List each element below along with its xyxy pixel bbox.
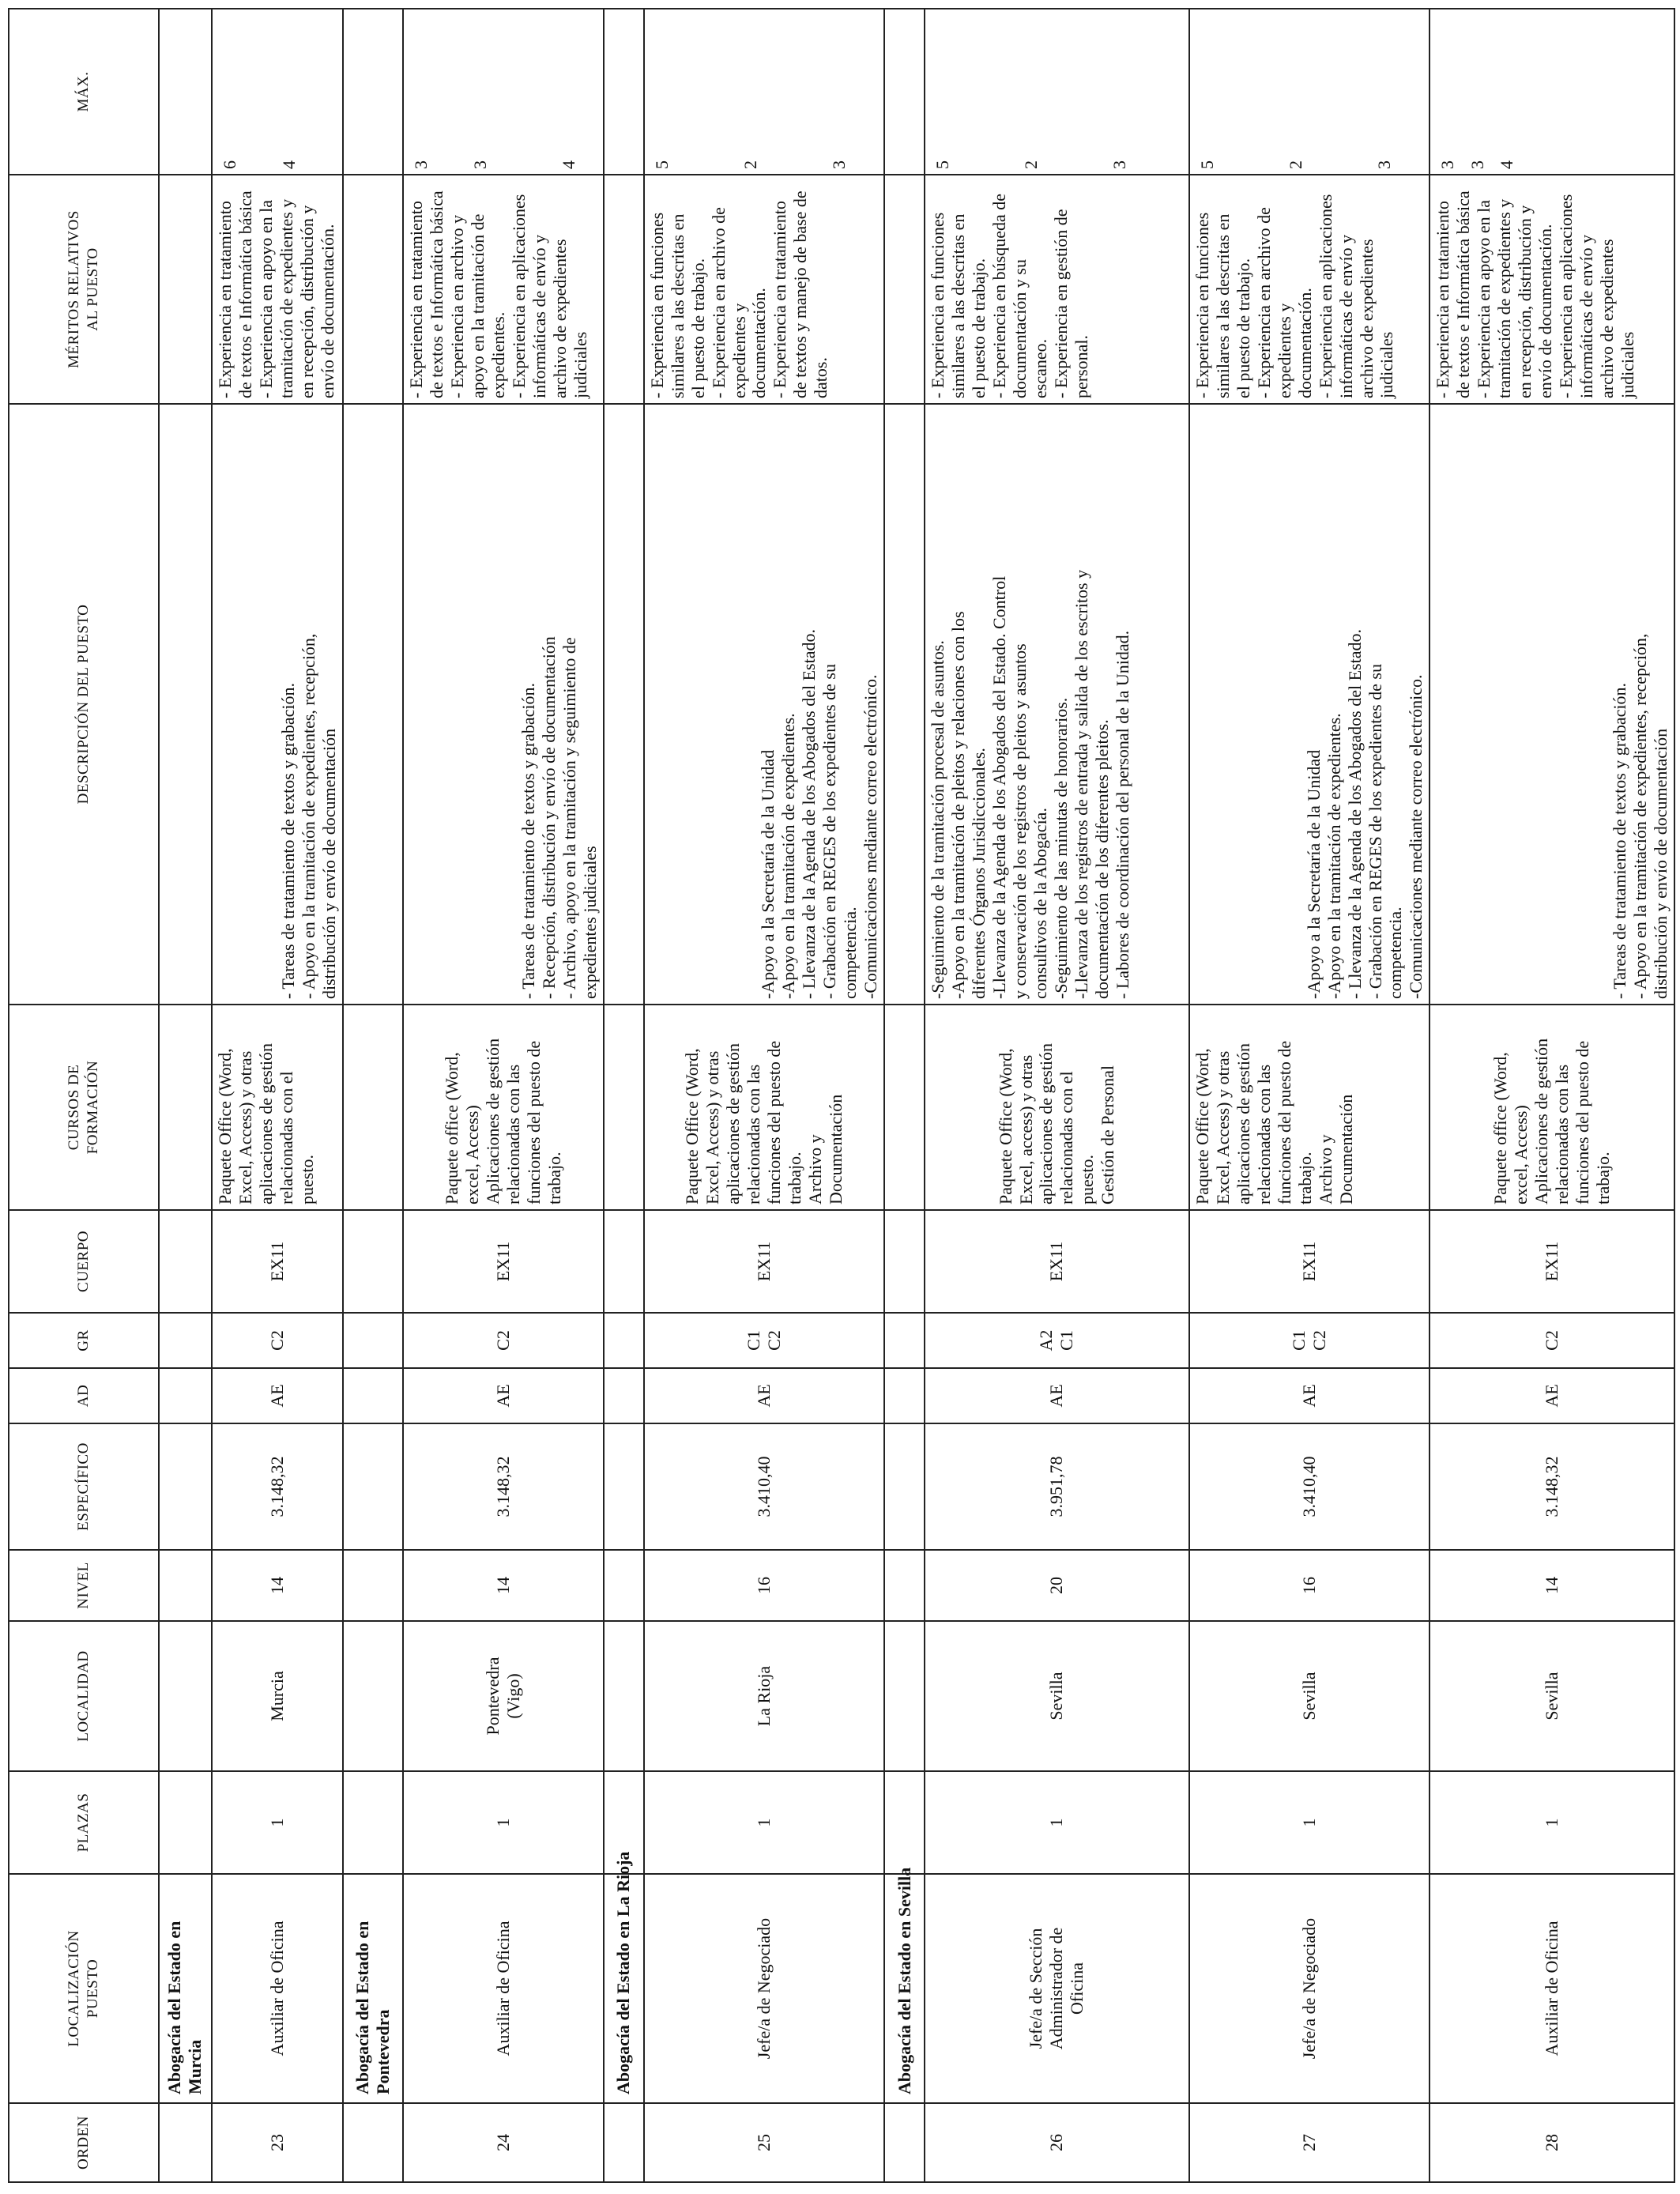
org-cell (884, 9, 925, 175)
cell-orden: 25 (644, 2103, 885, 2182)
org-cell (159, 1313, 212, 1368)
cell-meritos: - Experiencia en tratamiento de textos e Informática básica - Experiencia en apoyo en la tramitación de expedientes y en recepción, distribución y envío de documentación. (212, 175, 343, 404)
cell-nivel: 14 (212, 1550, 343, 1621)
org-cell (884, 1368, 925, 1423)
org-cell (343, 1210, 403, 1313)
cell-localidad: Sevilla (1189, 1621, 1430, 1771)
header-nivel: NIVEL (9, 1550, 159, 1621)
org-cell (884, 1550, 925, 1621)
cell-cursos: Paquete office (Word, excel, Access) Aplicaciones de gestión relacionadas con las funciones del puesto de trabajo. (403, 1005, 604, 1210)
cell-descripcion: - Tareas de tratamiento de textos y grabación. - Recepción, distribución y envío de documentación - Archivo, apoyo en la tramitación y seguimiento de expedientes judiciales (403, 404, 604, 1005)
cell-cuerpo: EX11 (403, 1210, 604, 1313)
header-plazas: PLAZAS (9, 1771, 159, 1874)
org-cell (159, 1423, 212, 1550)
cell-puesto: Auxiliar de Oficina (403, 1874, 604, 2103)
cell-meritos: - Experiencia en funciones similares a las descritas en el puesto de trabajo. - Experiencia en archivo de expedientes y documentación. - Experiencia en aplicaciones informáticas de envío y archivo de expedientes judiciales (1189, 175, 1430, 404)
org-cell (604, 1550, 644, 1621)
cell-plazas: 1 (925, 1771, 1189, 1874)
table-row (925, 9, 1189, 2182)
org-cell (343, 175, 403, 404)
cell-puesto: Jefe/a de Negociado (1189, 1874, 1430, 2103)
cell-localidad: Pontevedra (Vigo) (403, 1621, 604, 1771)
cell-nivel: 14 (403, 1550, 604, 1621)
cell-plazas: 1 (212, 1771, 343, 1874)
cell-cursos: Paquete office (Word, excel, Access) Aplicaciones de gestión relacionadas con las funciones del puesto de trabajo. (1430, 1005, 1674, 1210)
cell-meritos: - Experiencia en funciones similares a las descritas en el puesto de trabajo. - Experiencia en archivo de expedientes y documentación. - Experiencia en tratamiento de textos y manejo de base de datos. (644, 175, 885, 404)
cell-gr: C2 (403, 1313, 604, 1368)
cell-especifico: 3.148,32 (1430, 1423, 1674, 1550)
cell-gr: C2 (212, 1313, 343, 1368)
cell-meritos: - Experiencia en funciones similares a las descritas en el puesto de trabajo. - Experiencia en búsqueda de documentación y su escaneo. - Experiencia en gestión de personal. (925, 175, 1189, 404)
org-cell (884, 1771, 925, 1874)
org-cell (343, 1368, 403, 1423)
cell-max: 5 2 3 (1189, 9, 1430, 175)
org-cell (343, 404, 403, 1005)
org-cell (343, 1621, 403, 1771)
cell-gr: C1 C2 (644, 1313, 885, 1368)
org-name: Abogacía del Estado en Sevilla (884, 1874, 925, 2103)
org-cell (159, 1005, 212, 1210)
org-cell (884, 1313, 925, 1368)
header-especifico: ESPECÍFICO (9, 1423, 159, 1550)
org-cell (604, 1368, 644, 1423)
org-row (604, 9, 644, 2182)
cell-ad: AE (1189, 1368, 1430, 1423)
header-descripcion: DESCRIPCIÓN DEL PUESTO (9, 404, 159, 1005)
org-cell (604, 1210, 644, 1313)
table-row (1189, 9, 1430, 2182)
header-ad: AD (9, 1368, 159, 1423)
header-meritos: MÉRITOS RELATIVOS AL PUESTO (9, 175, 159, 404)
org-cell (343, 1771, 403, 1874)
table-row (403, 9, 604, 2182)
org-cell (159, 1368, 212, 1423)
org-cell (604, 1005, 644, 1210)
org-cell-orden (604, 2103, 644, 2182)
cell-gr: C2 (1430, 1313, 1674, 1368)
cell-especifico: 3.148,32 (403, 1423, 604, 1550)
org-cell-orden (343, 2103, 403, 2182)
cell-max: 3 3 4 (403, 9, 604, 175)
org-cell (343, 1423, 403, 1550)
org-cell (604, 1313, 644, 1368)
org-cell (604, 1621, 644, 1771)
org-cell (884, 1005, 925, 1210)
org-cell (159, 9, 212, 175)
cell-plazas: 1 (1430, 1771, 1674, 1874)
header-localidad: LOCALIDAD (9, 1621, 159, 1771)
org-cell (159, 1550, 212, 1621)
cell-plazas: 1 (403, 1771, 604, 1874)
org-cell (884, 404, 925, 1005)
cell-max: 5 2 3 (644, 9, 885, 175)
cell-ad: AE (1430, 1368, 1674, 1423)
cell-ad: AE (403, 1368, 604, 1423)
table-row (212, 9, 343, 2182)
cell-meritos: - Experiencia en tratamiento de textos e Informática básica - Experiencia en archivo y apoyo en la tramitación de expedientes. - Experiencia en aplicaciones informáticas de envío y archivo de expedientes judiciales (403, 175, 604, 404)
org-cell (343, 1313, 403, 1368)
header-cursos: CURSOS DE FORMACIÓN (9, 1005, 159, 1210)
cell-max: 5 2 3 (925, 9, 1189, 175)
cell-ad: AE (644, 1368, 885, 1423)
org-cell (884, 175, 925, 404)
cell-puesto: Auxiliar de Oficina (212, 1874, 343, 2103)
puestos-table (8, 8, 1675, 2183)
cell-descripcion: -Apoyo a la Secretaría de la Unidad -Apoyo en la tramitación de expedientes. - Llevanza de la Agenda de los Abogados del Estado. - Grabación en REGES de los expedientes de su competencia. -Comunicaciones mediante correo electrónico. (1189, 404, 1430, 1005)
org-cell (884, 1423, 925, 1550)
cell-ad: AE (212, 1368, 343, 1423)
header-cuerpo: CUERPO (9, 1210, 159, 1313)
header-row (9, 9, 159, 2182)
cell-cursos: Paquete Office (Word, Excel, Access) y otras aplicaciones de gestión relacionadas con las funciones del puesto de trabajo. Archivo y Documentación (644, 1005, 885, 1210)
org-cell (604, 404, 644, 1005)
cell-especifico: 3.951,78 (925, 1423, 1189, 1550)
cell-nivel: 14 (1430, 1550, 1674, 1621)
cell-descripcion: -Apoyo a la Secretaría de la Unidad -Apoyo en la tramitación de expedientes. - Llevanza de la Agenda de los Abogados del Estado. - Grabación en REGES de los expedientes de su competencia. -Comunicaciones mediante correo electrónico. (644, 404, 885, 1005)
org-cell (159, 404, 212, 1005)
org-cell (604, 175, 644, 404)
cell-cuerpo: EX11 (644, 1210, 885, 1313)
cell-descripcion: - Tareas de tratamiento de textos y grabación. - Apoyo en la tramitación de expedientes, recepción, distribución y envío de documentación (212, 404, 343, 1005)
cell-cuerpo: EX11 (1189, 1210, 1430, 1313)
cell-orden: 24 (403, 2103, 604, 2182)
org-cell-orden (884, 2103, 925, 2182)
cell-ad: AE (925, 1368, 1189, 1423)
org-cell (343, 9, 403, 175)
org-cell (604, 1423, 644, 1550)
org-cell (884, 1621, 925, 1771)
cell-plazas: 1 (1189, 1771, 1430, 1874)
org-name: Abogacía del Estado en Murcia (159, 1874, 212, 2103)
cell-nivel: 16 (644, 1550, 885, 1621)
org-cell (343, 1550, 403, 1621)
org-cell (604, 9, 644, 175)
org-cell (159, 1771, 212, 1874)
cell-nivel: 16 (1189, 1550, 1430, 1621)
cell-cuerpo: EX11 (212, 1210, 343, 1313)
cell-nivel: 20 (925, 1550, 1189, 1621)
org-row (884, 9, 925, 2182)
cell-cursos: Paquete Office (Word, Excel, Access) y otras aplicaciones de gestión relacionadas con las funciones del puesto de trabajo. Archivo y Documentación (1189, 1005, 1430, 1210)
cell-orden: 28 (1430, 2103, 1674, 2182)
org-cell (159, 1210, 212, 1313)
cell-cursos: Paquete Office (Word, Excel, access) y otras aplicaciones de gestión relacionadas con el puesto. Gestión de Personal (925, 1005, 1189, 1210)
cell-puesto: Auxiliar de Oficina (1430, 1874, 1674, 2103)
table-row (644, 9, 885, 2182)
org-cell (343, 1005, 403, 1210)
cell-localidad: La Rioja (644, 1621, 885, 1771)
org-cell (884, 1210, 925, 1313)
org-row (343, 9, 403, 2182)
cell-plazas: 1 (644, 1771, 885, 1874)
cell-puesto: Jefe/a de Sección Administrador de Oficina (925, 1874, 1189, 2103)
header-localizacion: LOCALIZACIÓN PUESTO (9, 1874, 159, 2103)
cell-cursos: Paquete Office (Word, Excel, Access) y otras aplicaciones de gestión relacionadas con el puesto. (212, 1005, 343, 1210)
cell-max: 6 4 (212, 9, 343, 175)
header-max: MÁX. (9, 9, 159, 175)
org-row (159, 9, 212, 2182)
cell-especifico: 3.148,32 (212, 1423, 343, 1550)
cell-localidad: Murcia (212, 1621, 343, 1771)
cell-localidad: Sevilla (925, 1621, 1189, 1771)
cell-cuerpo: EX11 (1430, 1210, 1674, 1313)
org-name: Abogacía del Estado en Pontevedra (343, 1874, 403, 2103)
cell-cuerpo: EX11 (925, 1210, 1189, 1313)
table-row (1430, 9, 1674, 2182)
cell-descripcion: - Tareas de tratamiento de textos y grabación. - Apoyo en la tramitación de expedientes, recepción, distribución y envío de documentación (1430, 404, 1674, 1005)
cell-orden: 23 (212, 2103, 343, 2182)
org-cell-orden (159, 2103, 212, 2182)
cell-max: 3 3 4 (1430, 9, 1674, 175)
cell-gr: A2 C1 (925, 1313, 1189, 1368)
cell-orden: 27 (1189, 2103, 1430, 2182)
cell-puesto: Jefe/a de Negociado (644, 1874, 885, 2103)
header-gr: GR (9, 1313, 159, 1368)
cell-orden: 26 (925, 2103, 1189, 2182)
org-name: Abogacía del Estado en La Rioja (604, 1874, 644, 2103)
cell-localidad: Sevilla (1430, 1621, 1674, 1771)
cell-meritos: - Experiencia en tratamiento de textos e Informática básica - Experiencia en apoyo en la tramitación de expedientes y en recepción, distribución y envío de documentación. - Experiencia en aplicaciones informáticas de envío y archivo de expedientes judiciales (1430, 175, 1674, 404)
header-orden: ORDEN (9, 2103, 159, 2182)
org-cell (159, 1621, 212, 1771)
cell-descripcion: -Seguimiento de la tramitación procesal de asuntos. -Apoyo en la tramitación de pleitos y relaciones con los diferentes Órganos Jurisdiccionales. -Llevanza de la Agenda de los Abogados del Estado. Control y conservación de los registros de pleitos y asuntos consultivos de la Abogacía. -Seguimiento de las minutas de honorarios. -Llevanza de los registros de entrada y salida de los escritos y documentación de los diferentes pleitos. - Labores de coordinación del personal de la Unidad. (925, 404, 1189, 1005)
org-cell (159, 175, 212, 404)
cell-gr: C1 C2 (1189, 1313, 1430, 1368)
cell-especifico: 3.410,40 (644, 1423, 885, 1550)
cell-especifico: 3.410,40 (1189, 1423, 1430, 1550)
